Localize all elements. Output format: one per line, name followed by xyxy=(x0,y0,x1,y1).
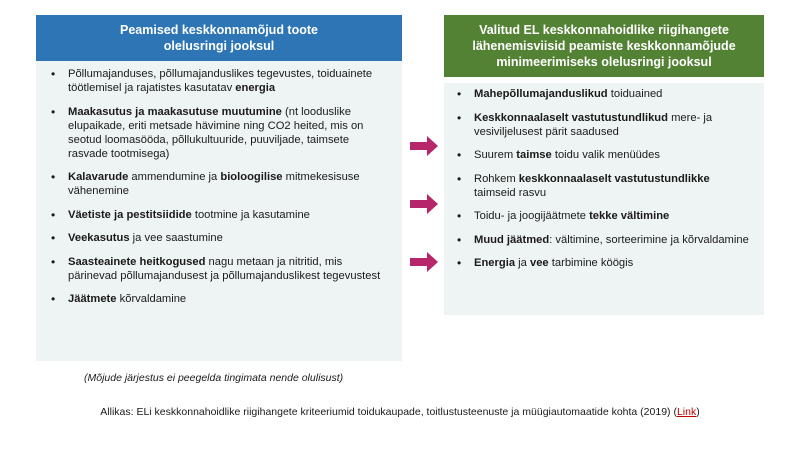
bold-text: taimse xyxy=(516,149,552,161)
bold-text: vee xyxy=(529,257,549,269)
list-item xyxy=(48,170,392,198)
arrow-right-icon xyxy=(410,252,438,272)
bold-text: tekke vältimine xyxy=(589,210,670,222)
bold-text: Jäätmete xyxy=(68,293,117,305)
text-segment: tarbimine köögis xyxy=(548,257,634,269)
list-item xyxy=(48,208,392,222)
bold-text: Väetiste ja pestitsiidide xyxy=(68,208,192,221)
source-text-end: ) xyxy=(696,406,700,418)
right-panel-title-line1: Valitud EL keskkonnahoidlike riigihangete xyxy=(479,23,729,37)
list-item xyxy=(454,256,754,270)
text-segment: nagu metaan ja nitritid, mis pärinevad põllumajandusest ja põllumajanduslikest tegevustest xyxy=(68,255,381,282)
text-segment: Rohkem xyxy=(474,172,519,185)
left-panel-header xyxy=(36,15,402,61)
source-text: Allikas: ELi keskkonnahoidlike riigihangete kriteeriumid toidukaupade, toitlustusteenuste ja müügiautomaatide kohta (2019) ( xyxy=(100,406,677,418)
bold-text: Saasteainete heitkogused xyxy=(68,255,206,268)
right-panel-title-line2: lähenemisviisid peamiste keskkonnamõjude xyxy=(472,39,736,53)
text-segment: mere- ja vesiviljelusest pärit saadused xyxy=(474,111,713,138)
bold-text: bioloogilise xyxy=(220,171,283,183)
list-item xyxy=(48,292,392,306)
bold-text: Keskkonnaalaselt vastutustundlikud xyxy=(474,111,668,124)
left-panel-body xyxy=(36,61,402,361)
bold-text: Veekasutus xyxy=(68,232,130,244)
left-panel-title-line1: Peamised keskkonnamõjud toote xyxy=(120,23,318,37)
list-item xyxy=(48,255,392,283)
bold-text: Mahepõllumajanduslikud xyxy=(474,88,608,100)
list-item xyxy=(454,111,754,139)
right-panel-title-line3: minimeerimiseks olelusringi jooksul xyxy=(496,55,712,69)
list-item xyxy=(454,233,754,247)
impacts-list xyxy=(48,67,392,306)
text-segment: (nt looduslike elupaikade, eriti metsade hävimine ning CO2 heited, mis on seotud loomasööda, põllukultuuride, puuviljade, taimsete rasvade tootmisega) xyxy=(68,105,364,160)
bold-text: Maakasutus ja maakasutuse muutumine xyxy=(68,105,282,118)
list-item xyxy=(48,231,392,245)
text-segment: ammendumine ja xyxy=(128,171,221,183)
list-item xyxy=(454,87,754,101)
text-segment: toiduained xyxy=(607,88,663,100)
text-segment: mitmekesisuse vähenemine xyxy=(68,171,360,197)
approaches-list xyxy=(454,87,754,270)
arrow-right-icon xyxy=(410,194,438,214)
text-segment: ja xyxy=(515,257,530,269)
list-item xyxy=(48,67,392,95)
right-panel-body xyxy=(444,83,764,315)
text-segment: kõrvaldamine xyxy=(116,293,187,305)
text-segment: : vältimine, sorteerimine ja kõrvaldamine xyxy=(549,233,749,246)
bold-text: Muud jäätmed xyxy=(474,233,550,246)
text-segment: ja vee saastumine xyxy=(129,232,223,244)
left-panel-title-line2: olelusringi jooksul xyxy=(163,39,275,53)
bold-text: Kalavarude xyxy=(68,171,129,183)
source-citation xyxy=(0,406,800,418)
text-segment: taimseid rasvu xyxy=(474,186,547,199)
list-item xyxy=(454,148,754,162)
bold-text: Energia xyxy=(474,257,516,269)
text-segment: Toidu- ja joogijäätmete xyxy=(474,210,590,222)
list-item xyxy=(48,105,392,161)
list-item xyxy=(454,209,754,223)
arrow-right-icon xyxy=(410,136,438,156)
text-segment: tootmine ja kasutamine xyxy=(191,208,310,221)
bold-text: energia xyxy=(235,82,276,94)
text-segment: toidu valik menüüdes xyxy=(551,149,660,161)
bold-text: keskkonnaalaselt vastutustundlikke xyxy=(518,172,710,185)
text-segment: Suurem xyxy=(474,149,517,161)
text-segment: Põllumajanduses, põllumajanduslikes tegevustes, toiduainete töötlemisel ja rajatistes kasutatav xyxy=(68,68,373,94)
ordering-note: (Mõjude järjestus ei peegelda tingimata nende olulisust) xyxy=(84,372,344,384)
list-item xyxy=(454,172,754,200)
source-link[interactable]: Link xyxy=(676,406,697,418)
right-panel-header xyxy=(444,15,764,77)
